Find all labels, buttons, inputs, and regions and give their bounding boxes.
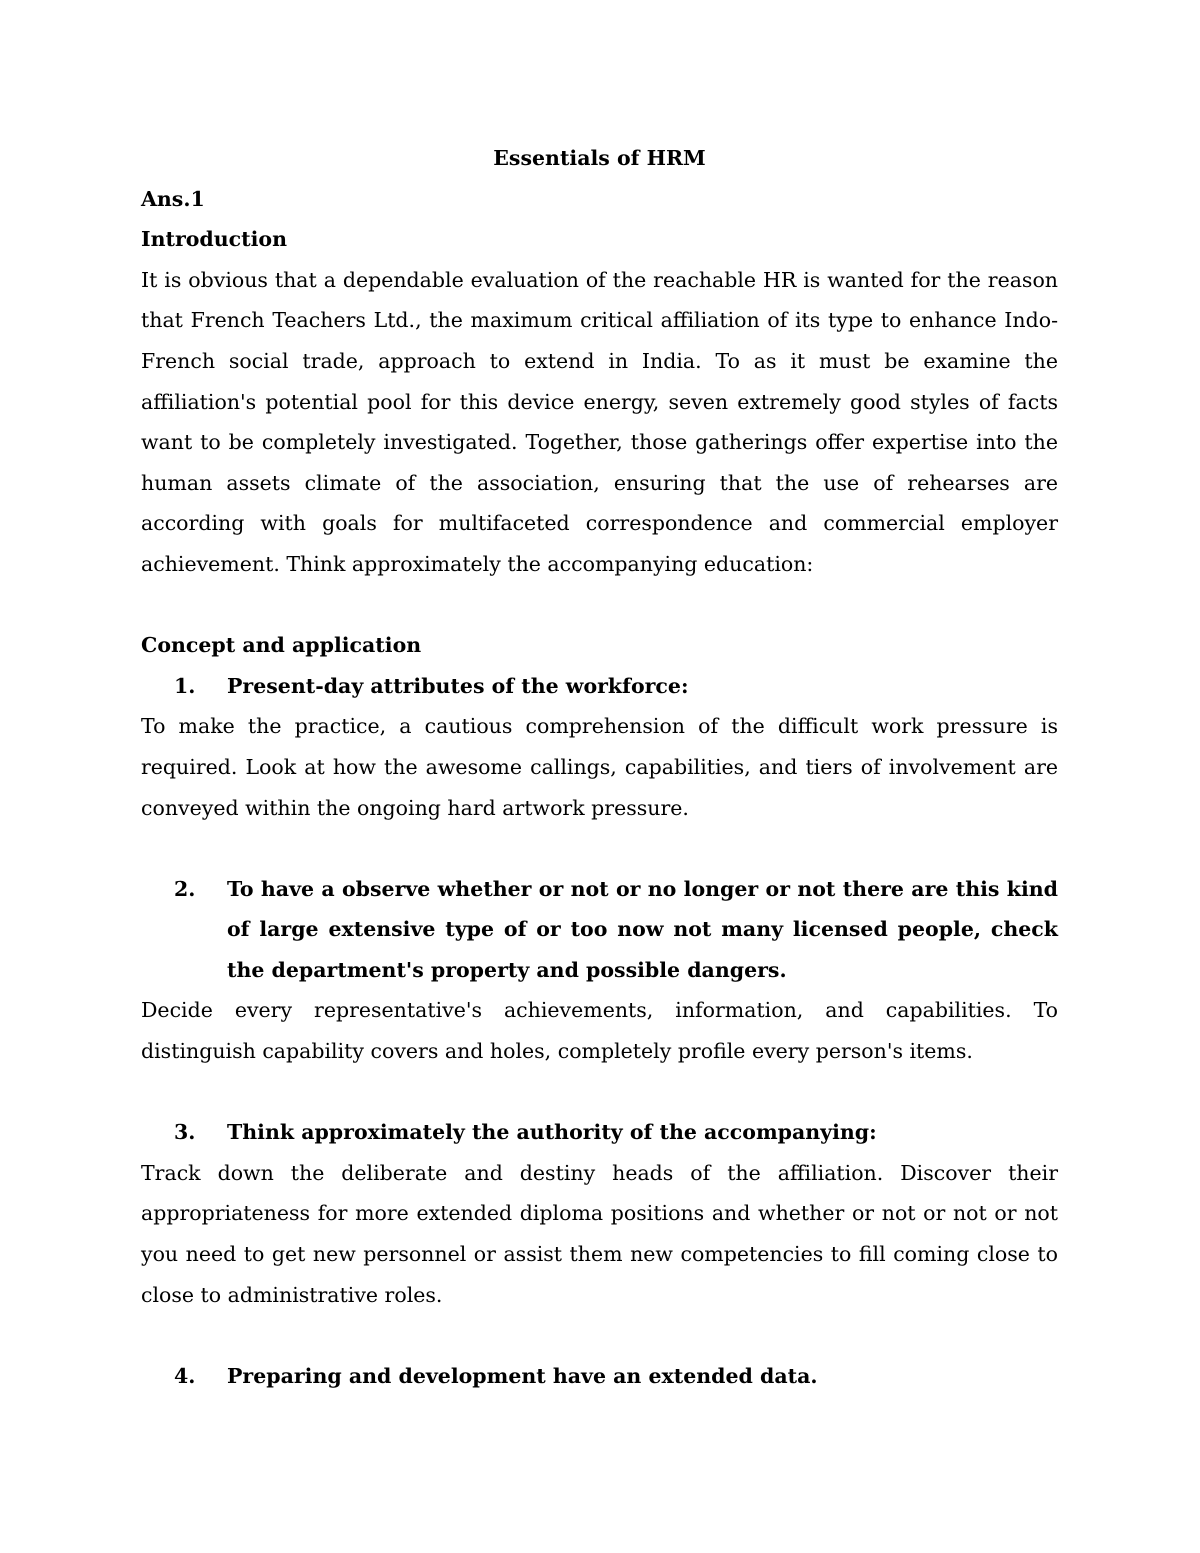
- list-item-3: [141, 1112, 1058, 1153]
- intro-heading: Introduction: [141, 227, 287, 252]
- intro-paragraph: It is obvious that a dependable evaluation of the reachable HR is wanted for the reason that French Teachers Ltd., the maximum critical affiliation of its type to enhance Indo-French social trade, approach to extend in India. To as it must be examine the affiliation's potential pool for this device energy, seven extremely good styles of facts want to be completely investigated. Together, those gatherings offer expertise into the human assets climate of the association, ensuring that the use of rehearses are according with goals for multifaceted correspondence and commercial employer achievement. Think approximately the accompanying education:: [141, 267, 1058, 576]
- list-item-number: 3.: [174, 1120, 196, 1145]
- spacer: [141, 828, 1058, 869]
- list-item-2: [141, 869, 1058, 991]
- list-item-body: To make the practice, a cautious comprehension of the difficult work pressure is required. Look at how the awesome callings, capabilities, and tiers of involvement are conveyed within the ongoing hard artwork pressure.: [141, 714, 1058, 820]
- answer-label: Ans.1: [141, 186, 205, 211]
- list-item-number: 2.: [174, 876, 196, 901]
- list-item-heading: Preparing and development have an extended data.: [227, 1363, 818, 1388]
- spacer: [141, 1072, 1058, 1113]
- list-item-number: 1.: [174, 673, 196, 698]
- document-content: [141, 138, 1058, 1396]
- list-item-heading: To have a observe whether or not or no longer or not there are this kind of large extensive type of or too now not many licensed people, check the department's property and possible dangers.: [227, 876, 1058, 982]
- concept-heading: Concept and application: [141, 633, 422, 658]
- list-item-number: 4.: [174, 1363, 196, 1388]
- document-title: Essentials of HRM: [493, 146, 706, 170]
- list-item-body: Track down the deliberate and destiny heads of the affiliation. Discover their appropriateness for more extended diploma positions and whether or not or not or not you need to get new personnel or assist them new competencies to fill coming close to close to administrative roles.: [141, 1160, 1058, 1307]
- list-item-body: Decide every representative's achievements, information, and capabilities. To distinguish capability covers and holes, completely profile every person's items.: [141, 998, 1058, 1064]
- list-item-heading: Present-day attributes of the workforce:: [227, 673, 689, 698]
- spacer: [141, 1315, 1058, 1356]
- spacer: [141, 585, 1058, 626]
- list-item-1: [141, 666, 1058, 707]
- list-item-heading: Think approximately the authority of the accompanying:: [227, 1120, 877, 1145]
- list-item-4: [141, 1356, 1058, 1397]
